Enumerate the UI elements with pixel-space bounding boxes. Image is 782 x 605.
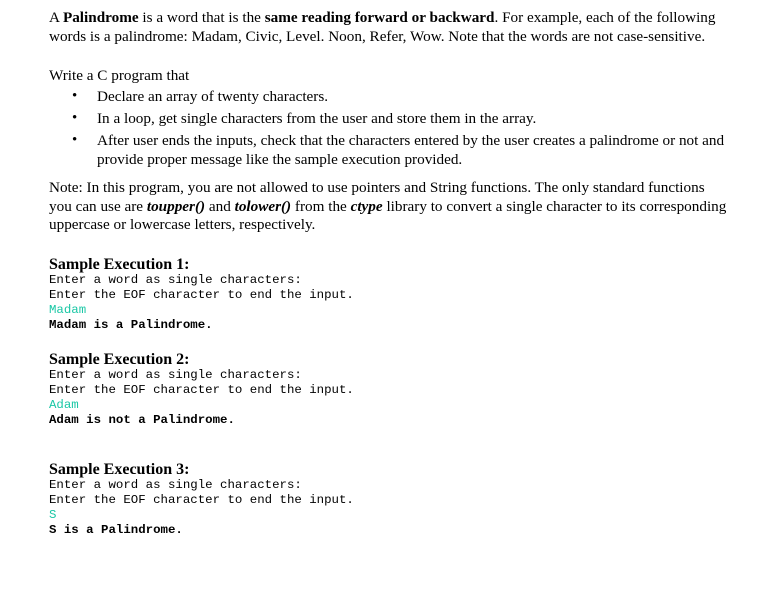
note-c: from the bbox=[291, 197, 351, 215]
assignment-document bbox=[49, 8, 729, 538]
task-bullet-list bbox=[49, 87, 729, 169]
sample-result: Madam is a Palindrome. bbox=[49, 317, 213, 332]
sample-user-input: Adam bbox=[49, 397, 79, 412]
intro-paragraph bbox=[49, 8, 729, 46]
ctype-library: ctype bbox=[350, 197, 383, 215]
note-paragraph bbox=[49, 179, 729, 235]
tolower-function: tolower() bbox=[234, 197, 292, 215]
intro-pre: A bbox=[49, 9, 63, 26]
note-b: and bbox=[205, 197, 235, 215]
task-bullet: • After user ends the inputs, check that the characters entered by the user creates a palindrome or not and provide proper message like the sample execution provided. bbox=[49, 131, 729, 169]
task-bullet: • Declare an array of twenty characters. bbox=[49, 87, 729, 106]
task-lead: Write a C program that bbox=[49, 67, 190, 84]
sample-execution-1 bbox=[49, 256, 729, 333]
sample-user-input: S bbox=[49, 507, 57, 522]
toupper-function: toupper() bbox=[146, 197, 206, 215]
intro-emphasis: same reading forward or backward bbox=[264, 9, 495, 26]
sample-title: Sample Execution 3: bbox=[49, 460, 190, 478]
sample-execution-2 bbox=[49, 351, 729, 428]
palindrome-term: Palindrome bbox=[62, 9, 139, 26]
note-a: Note: In this program, you are not allowed to use pointers and String functions. The only standard functions you can use are bbox=[49, 179, 705, 215]
intro-mid: is a word that is the bbox=[138, 9, 265, 26]
sample-result: Adam is not a Palindrome. bbox=[49, 412, 235, 427]
sample-prompt-line: Enter a word as single characters: bbox=[49, 272, 302, 287]
sample-prompt-line: Enter the EOF character to end the input. bbox=[49, 492, 354, 507]
sample-prompt-line: Enter a word as single characters: bbox=[49, 367, 302, 382]
sample-prompt-line: Enter the EOF character to end the input. bbox=[49, 287, 354, 302]
sample-prompt-line: Enter the EOF character to end the input. bbox=[49, 382, 354, 397]
note-d: library to convert a single character to its corresponding uppercase or lowercase letters, respectively. bbox=[49, 197, 727, 233]
sample-title: Sample Execution 2: bbox=[49, 350, 190, 368]
sample-result: S is a Palindrome. bbox=[49, 522, 183, 537]
task-bullet: • In a loop, get single characters from the user and store them in the array. bbox=[49, 109, 729, 128]
sample-execution-3 bbox=[49, 461, 729, 538]
intro-rest: . For example, each of the following words is a palindrome: Madam, Civic, Level. Noon, Refer, Wow. Note that the words are not case-sensitive. bbox=[49, 9, 716, 45]
sample-prompt-line: Enter a word as single characters: bbox=[49, 477, 302, 492]
sample-user-input: Madam bbox=[49, 302, 87, 317]
sample-title: Sample Execution 1: bbox=[49, 255, 190, 273]
